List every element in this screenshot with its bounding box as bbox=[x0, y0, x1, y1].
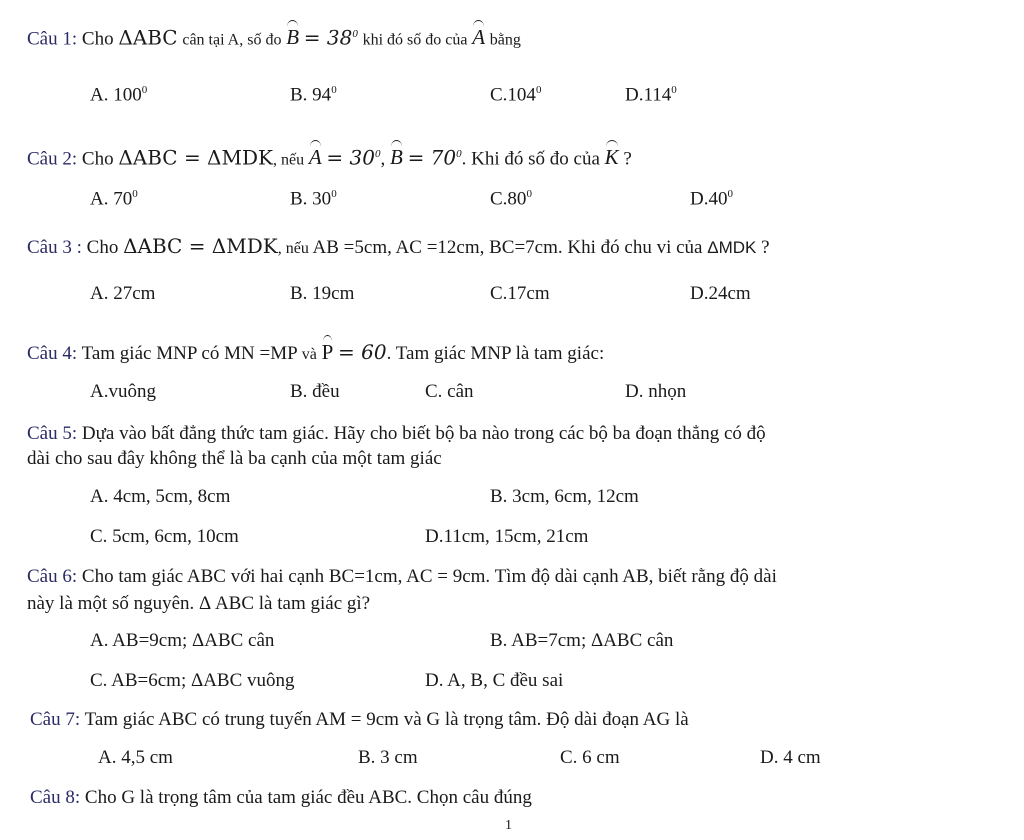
angle-a: A bbox=[472, 25, 486, 50]
option-d bbox=[690, 282, 751, 306]
text: và bbox=[301, 346, 317, 363]
equation: MN =MP bbox=[224, 343, 297, 364]
degree: 0 bbox=[671, 84, 677, 96]
text: khi đó số đo của bbox=[362, 31, 468, 49]
option-text: C.80 bbox=[490, 188, 527, 210]
question-label: Câu 4: bbox=[27, 343, 78, 364]
text: này là một số nguyên. bbox=[27, 593, 195, 614]
text: và G là trọng tâm. Độ dài đoạn AG là bbox=[403, 709, 689, 730]
option-text: A. 100 bbox=[90, 84, 142, 106]
angle-p: P bbox=[321, 340, 334, 364]
degree: 0 bbox=[526, 188, 532, 200]
option-text: B. đều bbox=[290, 381, 340, 402]
question-2 bbox=[27, 142, 632, 172]
text: ? bbox=[623, 148, 632, 170]
option-a bbox=[90, 485, 230, 509]
question-5-line-2 bbox=[27, 447, 442, 471]
option-text: B. 3cm, 6cm, 12cm bbox=[490, 486, 639, 507]
option-b bbox=[490, 629, 673, 653]
question-label: Câu 6: bbox=[27, 566, 78, 587]
angle-a: A bbox=[308, 145, 322, 170]
degree: 0 bbox=[331, 188, 337, 200]
option-text: A. 70 bbox=[90, 188, 133, 210]
option-text: D. 4 cm bbox=[760, 747, 821, 768]
text: . Tìm độ dài cạnh AB, biết rằng độ dài bbox=[485, 566, 777, 587]
option-text: C.17cm bbox=[490, 283, 550, 304]
angle-b: B bbox=[389, 145, 403, 170]
option-text: A. 27cm bbox=[90, 283, 156, 304]
text: Tam giác MNP có bbox=[81, 343, 220, 364]
option-c bbox=[425, 380, 474, 404]
angle-value: = 70 bbox=[407, 145, 457, 170]
degree: 0 bbox=[374, 148, 381, 160]
option-b bbox=[290, 282, 354, 306]
option-a bbox=[90, 182, 138, 211]
option-c bbox=[490, 282, 550, 306]
angle-k: K bbox=[604, 145, 619, 170]
option-text: B. 19cm bbox=[290, 283, 355, 304]
question-label: Câu 7: bbox=[30, 709, 81, 730]
degree: 0 bbox=[132, 188, 138, 200]
text: Dựa vào bất đẳng thức tam giác. Hãy cho biết bộ ba nào trong các bộ ba đoạn thẳng có độ bbox=[81, 423, 766, 444]
option-text: B. 3 cm bbox=[358, 747, 418, 768]
text: Cho tam giác ABC với hai cạnh bbox=[81, 566, 325, 587]
option-c bbox=[90, 525, 239, 549]
option-b bbox=[358, 746, 418, 770]
option-text: D.40 bbox=[690, 188, 728, 210]
option-text: D.24cm bbox=[690, 283, 751, 304]
option-text: D.11cm, 15cm, 21cm bbox=[425, 526, 589, 547]
text: cân tại A, số đo bbox=[182, 31, 282, 49]
text: . Tam giác MNP là tam giác: bbox=[386, 343, 605, 364]
option-d bbox=[425, 525, 588, 549]
text: Tam giác ABC có trung tuyến bbox=[84, 709, 312, 730]
option-c bbox=[90, 669, 295, 693]
text: bằng bbox=[489, 31, 521, 49]
option-a bbox=[98, 746, 173, 770]
degree: 0 bbox=[535, 84, 542, 96]
triangle-mdk: ΔMDK bbox=[707, 238, 757, 257]
option-b bbox=[290, 380, 340, 404]
option-b bbox=[290, 78, 337, 107]
question-6 bbox=[27, 565, 777, 589]
degree: 0 bbox=[727, 188, 733, 200]
question-label: Câu 5: bbox=[27, 423, 78, 444]
triangle-abc: Δ ABC bbox=[199, 593, 255, 614]
question-label: Câu 2: bbox=[27, 148, 78, 170]
option-d bbox=[625, 380, 686, 404]
side-lengths: AB =5cm, AC =12cm, BC=7cm bbox=[312, 237, 558, 258]
comma: , bbox=[380, 148, 386, 170]
angle-b: B bbox=[286, 25, 300, 50]
option-text: C. cân bbox=[425, 381, 474, 402]
question-label: Câu 8: bbox=[30, 787, 81, 808]
option-c bbox=[490, 182, 532, 211]
option-b bbox=[490, 485, 639, 509]
option-text: B. 30 bbox=[290, 188, 332, 210]
option-b bbox=[290, 182, 337, 211]
equation: AM = 9cm bbox=[315, 709, 399, 730]
option-text: A. 4,5 cm bbox=[98, 747, 173, 768]
option-text: D. A, B, C đều sai bbox=[425, 670, 564, 691]
question-7 bbox=[30, 708, 689, 732]
text: . Khi đó số đo của bbox=[461, 148, 600, 170]
text: là tam giác gì? bbox=[258, 593, 371, 614]
question-1 bbox=[27, 22, 521, 52]
degree: 0 bbox=[331, 84, 337, 96]
question-label: Câu 1: bbox=[27, 28, 78, 50]
question-8 bbox=[30, 786, 532, 810]
degree: 0 bbox=[141, 84, 148, 96]
text: Cho bbox=[81, 148, 114, 170]
text: Cho bbox=[86, 237, 119, 258]
angle-value: = 60 bbox=[338, 340, 387, 364]
question-3 bbox=[27, 234, 770, 261]
text: Cho bbox=[81, 28, 114, 50]
question-6-line-2 bbox=[27, 592, 370, 616]
degree: 0 bbox=[456, 148, 462, 160]
option-d bbox=[690, 182, 733, 211]
option-d bbox=[425, 669, 563, 693]
option-a bbox=[90, 380, 156, 404]
triangle-abc: ΔABC bbox=[118, 25, 178, 50]
question-label: Câu 3 : bbox=[27, 237, 82, 258]
text: Cho G là trọng tâm của tam giác đều ABC. Chọn câu đúng bbox=[84, 787, 532, 808]
option-a bbox=[90, 629, 274, 653]
option-text: A. 4cm, 5cm, 8cm bbox=[90, 486, 231, 507]
option-text: B. 94 bbox=[290, 84, 332, 106]
option-a bbox=[90, 78, 147, 107]
angle-value: = 30 bbox=[326, 145, 375, 170]
option-a bbox=[90, 282, 155, 306]
congruence: ΔABC = ΔMDK bbox=[123, 234, 278, 258]
text: dài cho sau đây không thể là ba cạnh của một tam giác bbox=[27, 448, 442, 469]
option-d bbox=[760, 746, 821, 770]
option-text: A. AB=9cm; ΔABC cân bbox=[90, 630, 275, 651]
angle-value: = 38 bbox=[303, 25, 353, 50]
option-text: C. 5cm, 6cm, 10cm bbox=[90, 526, 239, 547]
congruence: ΔABC = ΔMDK bbox=[118, 145, 273, 170]
option-text: B. AB=7cm; ΔABC cân bbox=[490, 630, 674, 651]
degree: 0 bbox=[352, 28, 358, 40]
option-text: A.vuông bbox=[90, 381, 156, 402]
option-text: D. nhọn bbox=[625, 381, 687, 402]
page-number: 1 bbox=[505, 818, 512, 833]
option-c bbox=[490, 78, 541, 107]
text: , nếu bbox=[277, 240, 309, 257]
option-text: C. AB=6cm; ΔABC vuông bbox=[90, 670, 295, 691]
option-text: C.104 bbox=[490, 84, 536, 106]
text: ? bbox=[761, 237, 770, 258]
question-4 bbox=[27, 340, 604, 367]
text: , nếu bbox=[272, 151, 305, 169]
option-c bbox=[560, 746, 620, 770]
side-lengths: BC=1cm, AC = 9cm bbox=[328, 566, 486, 587]
question-5 bbox=[27, 422, 766, 446]
text: . Khi đó chu vi của bbox=[557, 237, 703, 258]
option-d bbox=[625, 78, 677, 107]
option-text: D.114 bbox=[625, 84, 672, 106]
option-text: C. 6 cm bbox=[560, 747, 620, 768]
